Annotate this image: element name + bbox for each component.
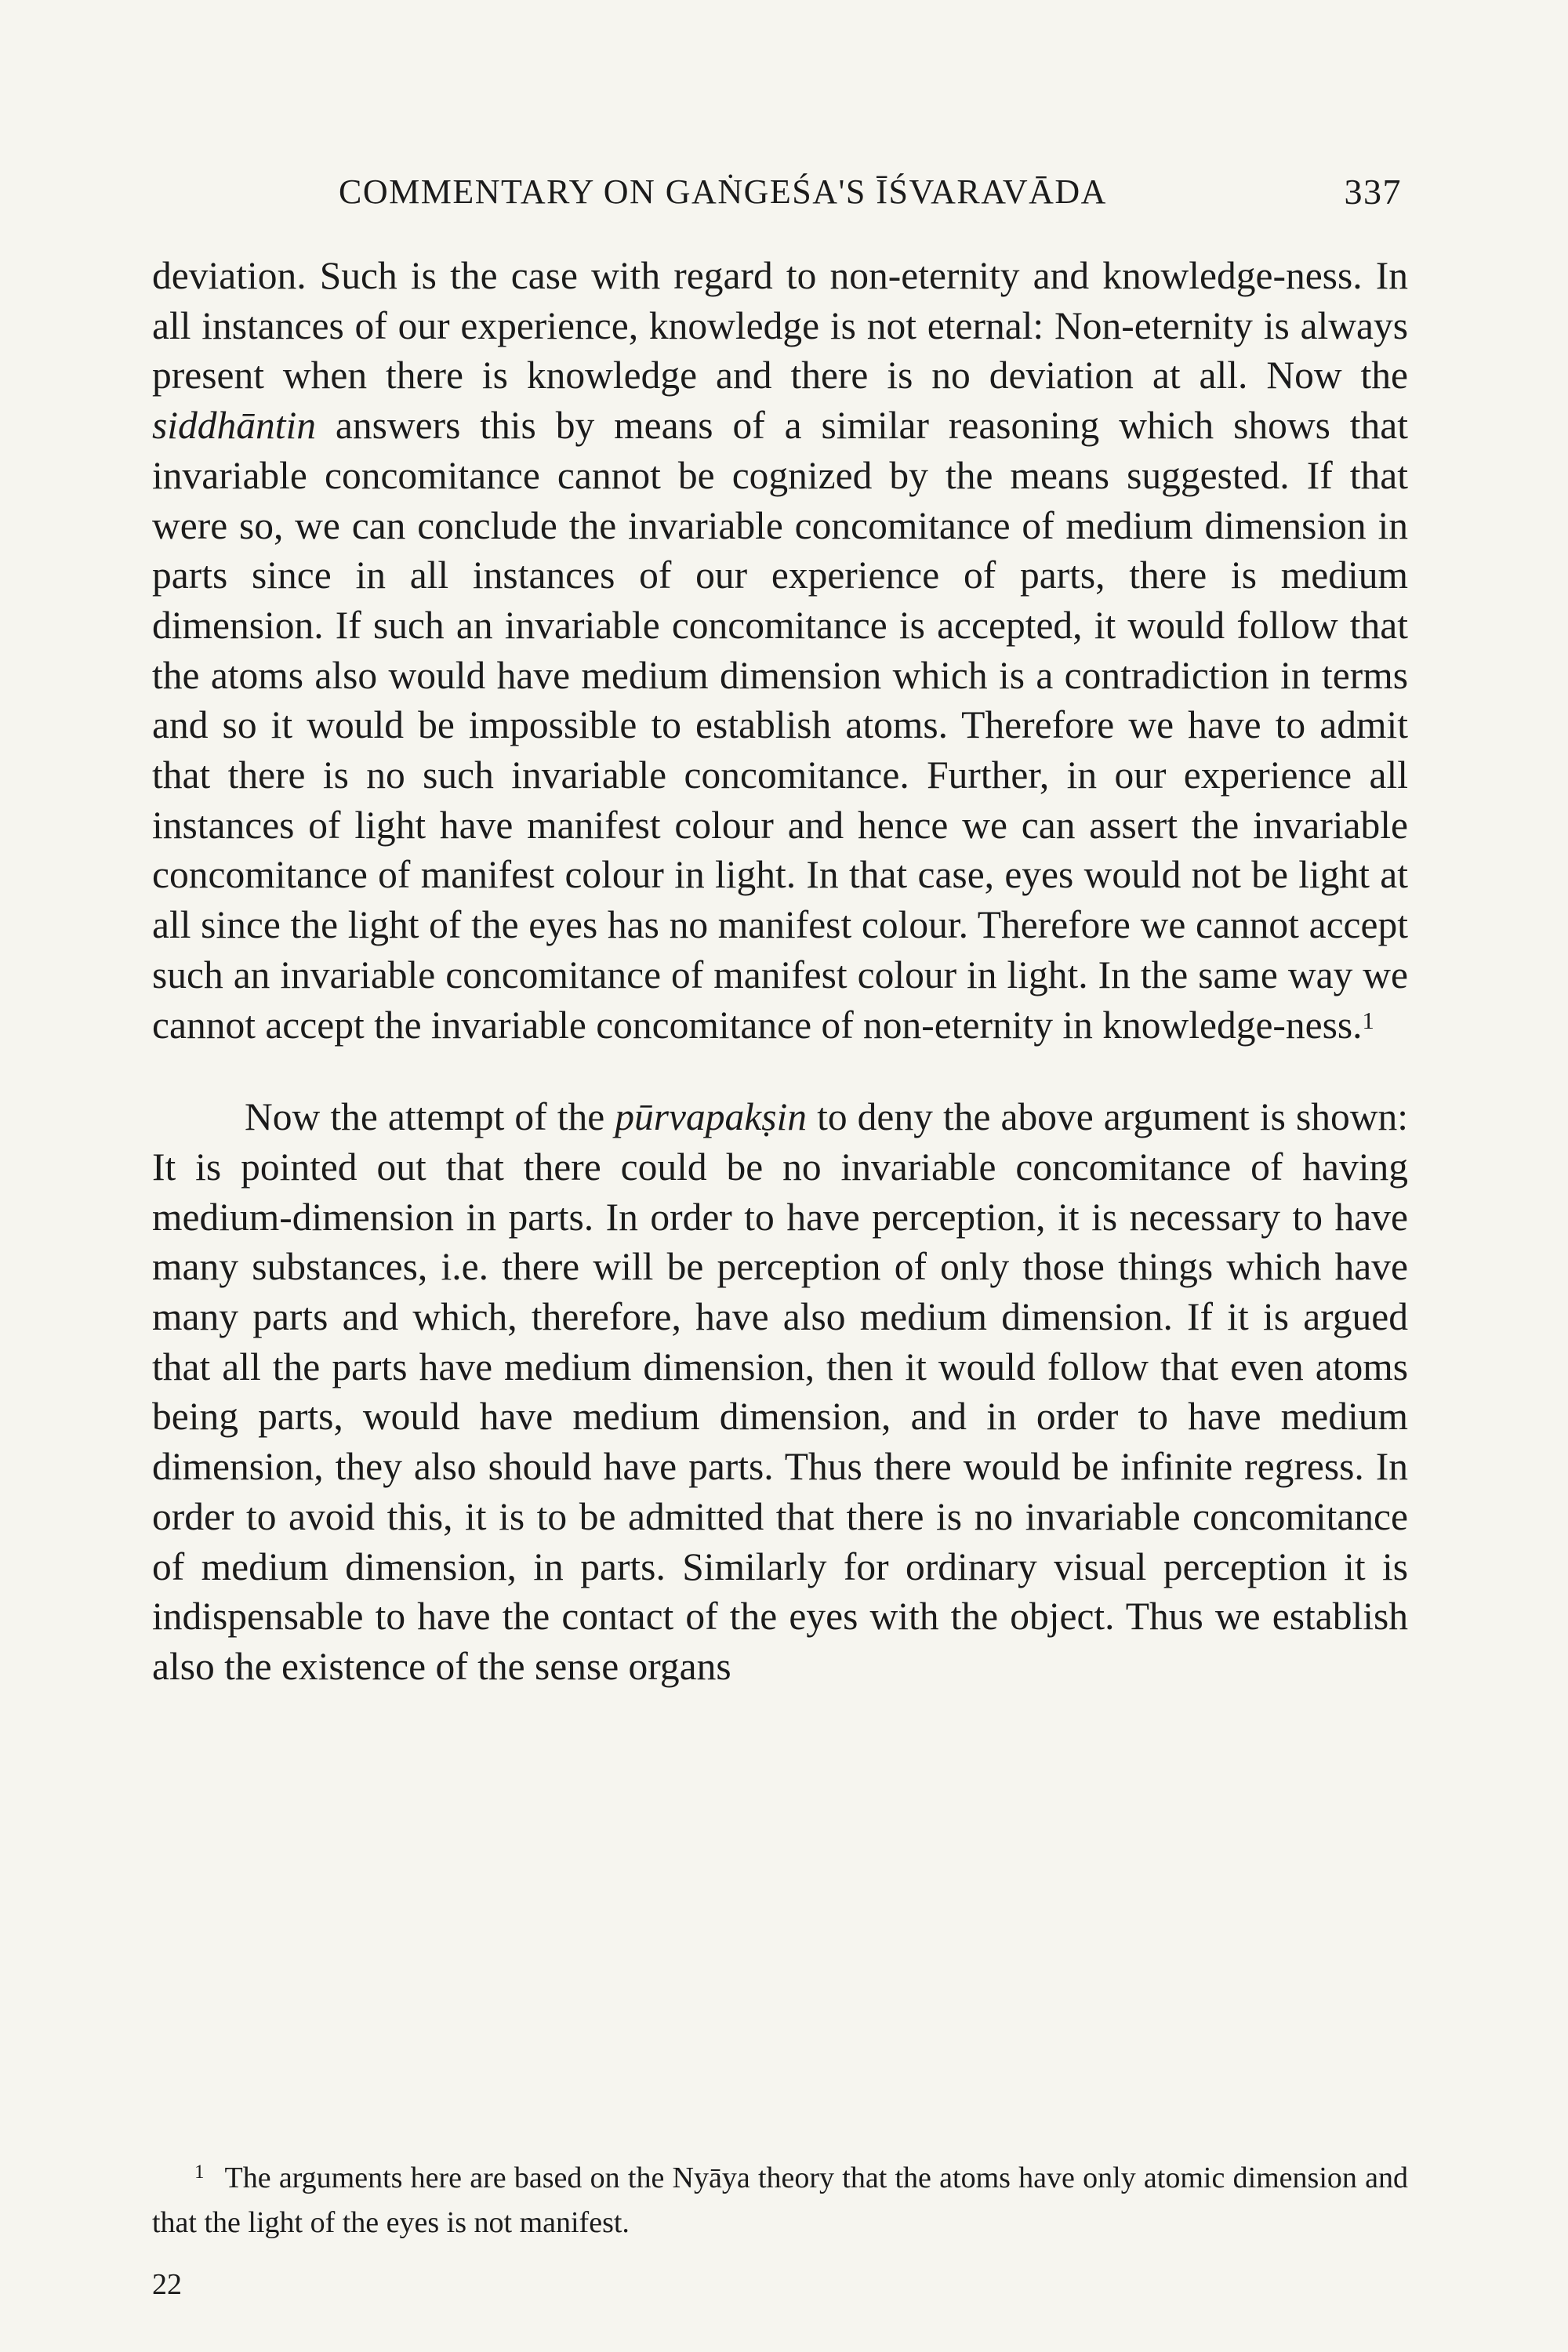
siddhantin-term: siddhāntin — [152, 404, 317, 448]
purvapaksin-term: pūrvapakṣin — [615, 1095, 807, 1139]
paragraph-1-text-start: deviation. Such is the case with regard to non-eternity and knowledge-ness. In all instances of our experience, knowledge is not eternal: Non-eternity is always present when there is knowledge and there is no deviation at all. Now the — [152, 254, 1408, 397]
paragraph-2-text-start: Now the attempt of the — [245, 1095, 615, 1139]
paragraph-1-text-end: answers this by means of a similar reasoning which shows that invariable concomitance cannot be cognized by the means suggested. If that were so, we can conclude the invariable concomitance of medium dimension in parts since in all instances of our experience of parts, there is medium dimension. If such an invariable concomitance is accepted, it would follow that the atoms also would have medium dimension which is a contradiction in terms and so it would be impossible to establish atoms. Therefore we have to admit that there is no such invariable concomitance. Further, in our experience all instances of light have manifest colour and hence we can assert the invariable concomitance of manifest colour in light. In that case, eyes would not be light at all since the light of the eyes has no manifest colour. Therefore we cannot accept such an invariable concomitance of manifest colour in light. In the same way we cannot accept the invariable concomitance of non-eternity in knowledge-ness. — [152, 404, 1408, 1047]
paragraph-2-text-end: to deny the above argument is shown: It is pointed out that there could be no invariable concomitance of having medium-dimension in parts. In order to have perception, it is necessary to have many substances, i.e. there will be perception of only those things which have many parts and which, therefore, have also medium dimension. If it is argued that all the parts have medium dimension, then it would follow that even atoms being parts, would have medium dimension, and in order to have medium dimension, they also should have parts. Thus there would be infinite regress. In order to avoid this, it is to be admitted that there is no invariable concomitance of medium dimension, in parts. Similarly for ordinary visual perception it is indispensable to have the contact of the eyes with the object. Thus we establish also the existence of the sense organs — [152, 1095, 1408, 1688]
body-paragraph-2 — [152, 1092, 1408, 1691]
page-body — [152, 251, 1408, 1692]
footnote-reference: 1 — [1362, 1007, 1374, 1034]
footnote — [152, 2158, 1408, 2244]
running-header — [339, 165, 1402, 220]
running-title: COMMENTARY ON GAṄGEŚA'S ĪŚVARAVĀDA — [339, 172, 1107, 211]
page-number: 337 — [1344, 172, 1402, 212]
printer-signature: 22 — [152, 2268, 182, 2301]
footnote-marker: 1 — [194, 2161, 205, 2183]
footnote-text: The arguments here are based on the Nyāya theory that the atoms have only atomic dimension and that the light of the eyes is not manifest. — [152, 2161, 1408, 2239]
body-paragraph-1 — [152, 251, 1408, 1050]
